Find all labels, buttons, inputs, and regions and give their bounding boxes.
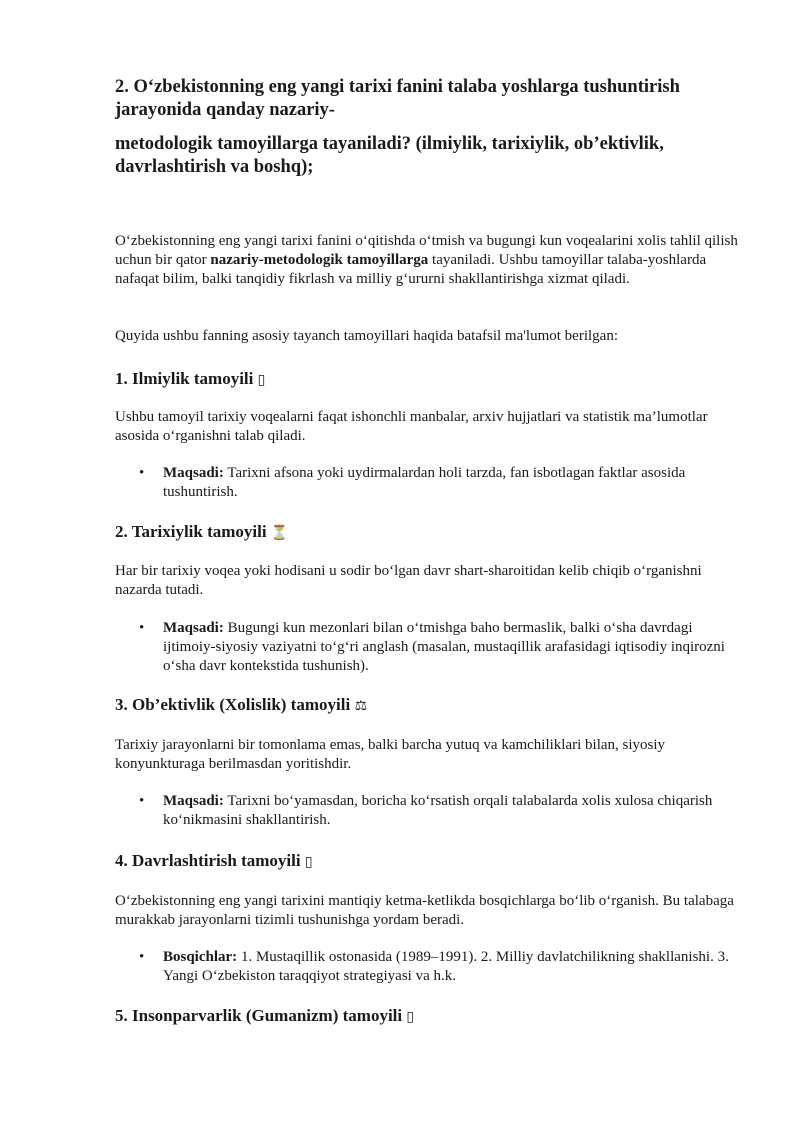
bullet-icon: • <box>139 949 145 965</box>
question-title-line-1: 2. O‘zbekistonning eng yangi tarixi fanini talaba yoshlarga tushuntirish jarayonida qanday nazariy- <box>115 77 680 120</box>
missing-glyph-icon: ▯ <box>304 854 313 870</box>
missing-glyph-icon: ▯ <box>257 372 266 388</box>
section-text-tarixiylik: Har bir tarixiy voqea yoki hodisani u sodir bo‘lgan davr shart-sharoitidan kelib chiqib o‘rganishni nazarda tutadi. <box>115 563 702 598</box>
missing-glyph-icon: ▯ <box>406 1009 415 1025</box>
intro-bold-term: nazariy-metodologik tamoyillarga <box>210 252 429 268</box>
intro-paragraph: O‘zbekistonning eng yangi tarixi fanini o‘qitishda o‘tmish va bugungi kun voqealarini xolis tahlil qilish uchun bir qator nazariy-metodologik tamoyillarga tayaniladi. Ushbu tamoyillar talaba-yoshlarda nafaqat bilim, balki tanqidiy fikrlash va milliy g‘ururni shakllantirishga xizmat qiladi. <box>115 233 738 287</box>
question-title-line-2: metodologik tamoyillarga tayaniladi? (ilmiylik, tarixiylik, ob’ektivlik, davrlashtirish va boshq); <box>115 134 664 177</box>
section-heading-insonparvarlik: 5. Insonparvarlik (Gumanizm) tamoyili ▯ <box>115 1006 415 1025</box>
list-item: • Bosqichlar: 1. Mustaqillik ostonasida (1989–1991). 2. Milliy davlatchilikning shakllanishi. 3. Yangi O‘zbekiston taraqqiyot strategiyasi va h.k. <box>139 949 729 984</box>
section-heading-ilmiylik: 1. Ilmiylik tamoyili ▯ <box>115 369 266 388</box>
list-item: • Maqsadi: Tarixni afsona yoki uydirmalardan holi tarzda, fan isbotlagan faktlar asosida tushuntirish. <box>139 465 686 500</box>
section-text-obektivlik: Tarixiy jarayonlarni bir tomonlama emas, balki barcha yutuq va kamchiliklari bilan, siyosiy konyunkturaga berilmasdan yoritishdir. <box>115 737 666 772</box>
section-text-ilmiylik: Ushbu tamoyil tarixiy voqealarni faqat ishonchli manbalar, arxiv hujjatlari va statistik ma’lumotlar asosida o‘rganishni talab qiladi. <box>115 409 708 444</box>
bullet-icon: • <box>139 465 145 481</box>
section-heading-tarixiylik: 2. Tarixiylik tamoyili ⏳ <box>115 522 289 541</box>
list-item: • Maqsadi: Bugungi kun mezonlari bilan o‘tmishga baho bermaslik, balki o‘sha davrdagi ijtimoiy-siyosiy vaziyatni to‘g‘ri anglash (masalan, mustaqillik arafasidagi iqtisodiy inqirozni o‘sha davr kontekstida tushunish). <box>139 620 725 674</box>
section-text-davrlashtirish: O‘zbekistonning eng yangi tarixini mantiqiy ketma-ketlikda bosqichlarga bo‘lib o‘rganish. Bu talabaga murakkab jarayonlarni tizimli tushunishga yordam beradi. <box>115 893 734 928</box>
list-item: • Maqsadi: Tarixni bo‘yamasdan, boricha ko‘rsatish orqali talabalarda xolis xulosa chiqarish ko‘nikmasini shakllantirish. <box>139 793 713 828</box>
section-heading-davrlashtirish: 4. Davrlashtirish tamoyili ▯ <box>115 851 313 870</box>
bullet-icon: • <box>139 793 145 809</box>
lead-paragraph: Quyida ushbu fanning asosiy tayanch tamoyillari haqida batafsil ma'lumot berilgan: <box>115 328 618 344</box>
hourglass-icon: ⏳ <box>270 525 289 541</box>
section-heading-obektivlik: 3. Ob’ektivlik (Xolislik) tamoyili ⚖ <box>115 695 367 714</box>
bullet-icon: • <box>139 620 145 636</box>
scales-icon: ⚖ <box>354 698 367 714</box>
